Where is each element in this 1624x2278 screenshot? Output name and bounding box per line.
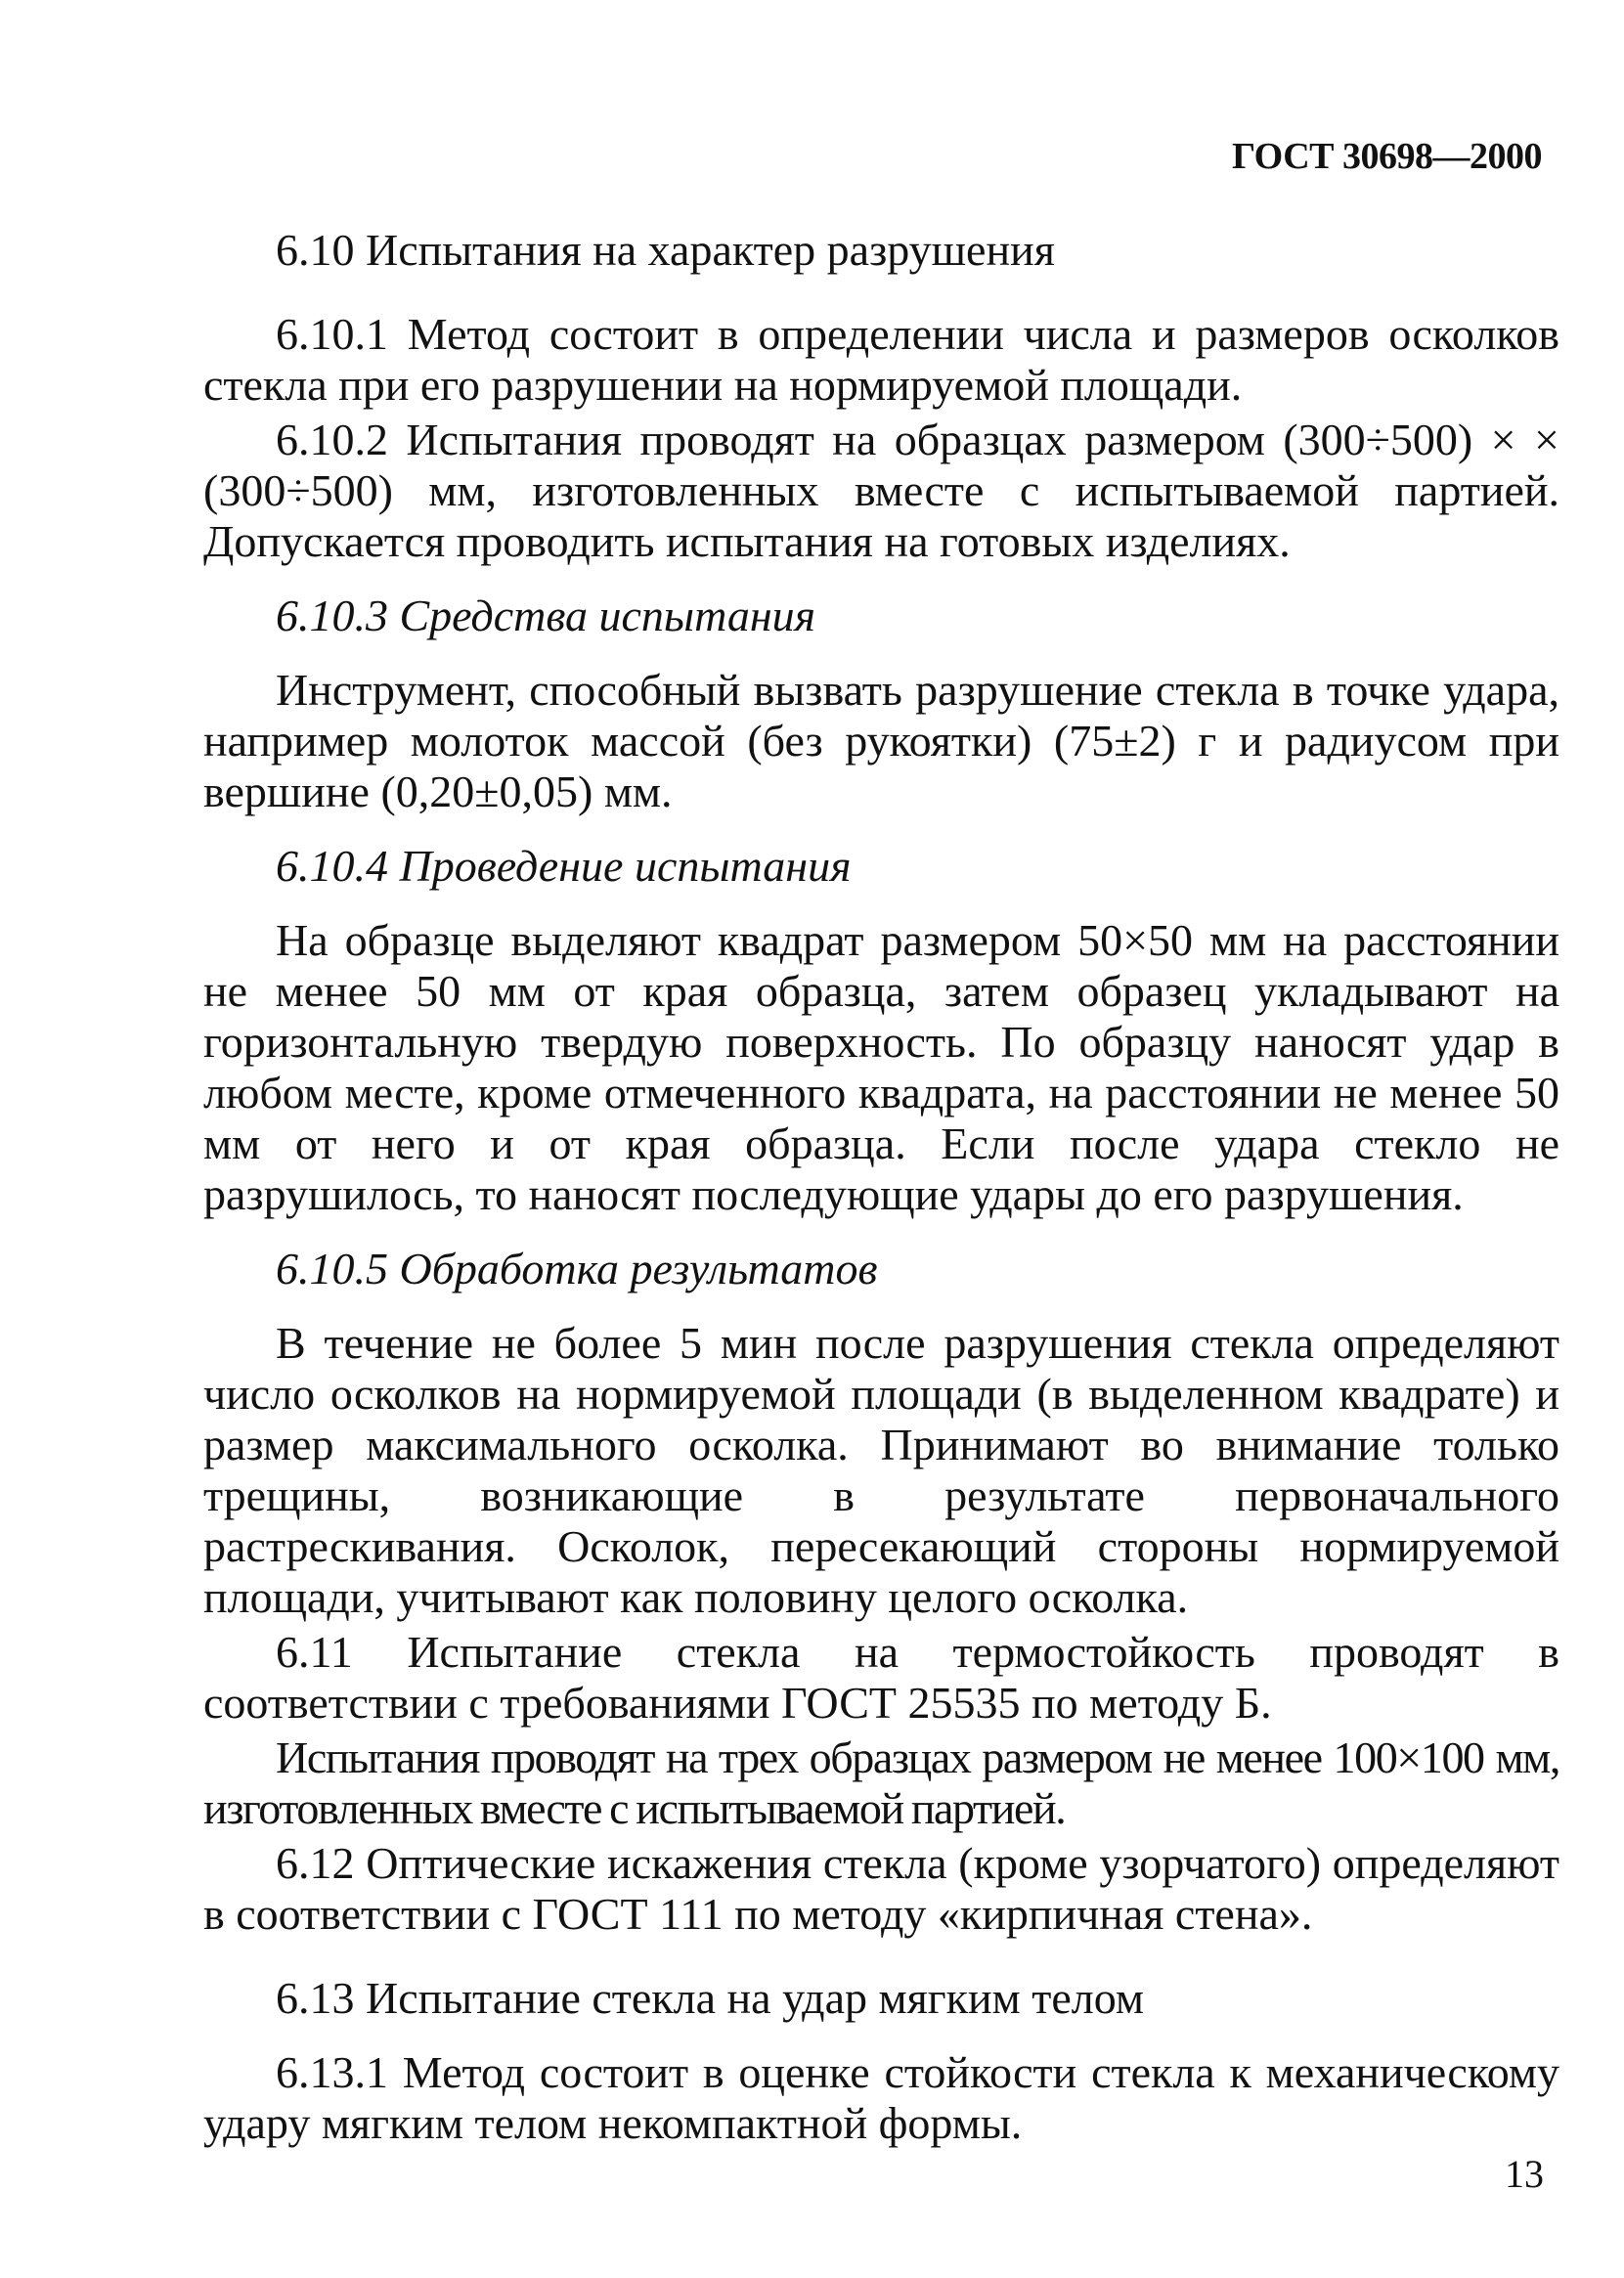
page-number: 13 (1505, 2152, 1544, 2196)
paragraph-6-10-4: На образце выделяют квадрат размером 50×50 мм на расстоянии не менее 50 мм от края образца, затем образец укладывают на горизонтальную твердую поверхность. По образцу наносят удар в любом месте, кроме отмеченного квадрата, на расстоянии не менее 50 мм от него и от края образца. Если после удара стекло не разрушилось, то наносят последующие удары до его разрушения. (203, 915, 1559, 1219)
subsection-heading-6-10-5: 6.10.5 Обработка результатов (276, 1244, 878, 1293)
subsection-heading-6-10-4: 6.10.4 Проведение испытания (276, 841, 852, 891)
paragraph-6-10-2: 6.10.2 Испытания проводят на образцах размером (300÷500) × × (300÷500) мм, изготовленных вместе с испытываемой партией. Допускается проводить испытания на готовых изделиях. (203, 415, 1559, 566)
paragraph-6-13-1: 6.13.1 Метод состоит в оценке стойкости стекла к механическому удару мягким телом некомпактной формы. (203, 2047, 1559, 2148)
paragraph-6-11-b: Испытания проводят на трех образцах размером не менее 100×100 мм, изготовленных вместе с испытываемой партией. (203, 1732, 1559, 1833)
section-heading-6-13: 6.13 Испытание стекла на удар мягким телом (276, 1973, 1144, 2023)
paragraph-6-10-1: 6.10.1 Метод состоит в определении числа и размеров осколков стекла при его разрушении на нормируемой площади. (203, 309, 1559, 410)
standard-header: ГОСТ 30698—2000 (1231, 136, 1542, 177)
section-heading-6-10: 6.10 Испытания на характер разрушения (276, 225, 1055, 275)
paragraph-6-10-3: Инструмент, способный вызвать разрушение стекла в точке удара, например молоток массой (без рукоятки) (75±2) г и радиусом при вершине (0,20±0,05) мм. (203, 665, 1559, 816)
paragraph-6-11: 6.11 Испытание стекла на термостойкость проводят в соответствии с требованиями ГОСТ 25535 по методу Б. (203, 1627, 1559, 1728)
paragraph-6-12: 6.12 Оптические искажения стекла (кроме узорчатого) определяют в соответствии с ГОСТ 111 по методу «кирпичная стена». (203, 1838, 1559, 1939)
subsection-heading-6-10-3: 6.10.3 Средства испытания (276, 591, 816, 640)
paragraph-6-10-5: В течение не более 5 мин после разрушения стекла определяют число осколков на нормируемой площади (в выделенном квадрате) и размер максимального осколка. Принимают во внимание только трещины, возникающие в результате первоначального растрескивания. Осколок, пересекающий стороны нормируемой площади, учитывают как половину целого осколка. (203, 1318, 1559, 1622)
document-body (203, 225, 1559, 2149)
